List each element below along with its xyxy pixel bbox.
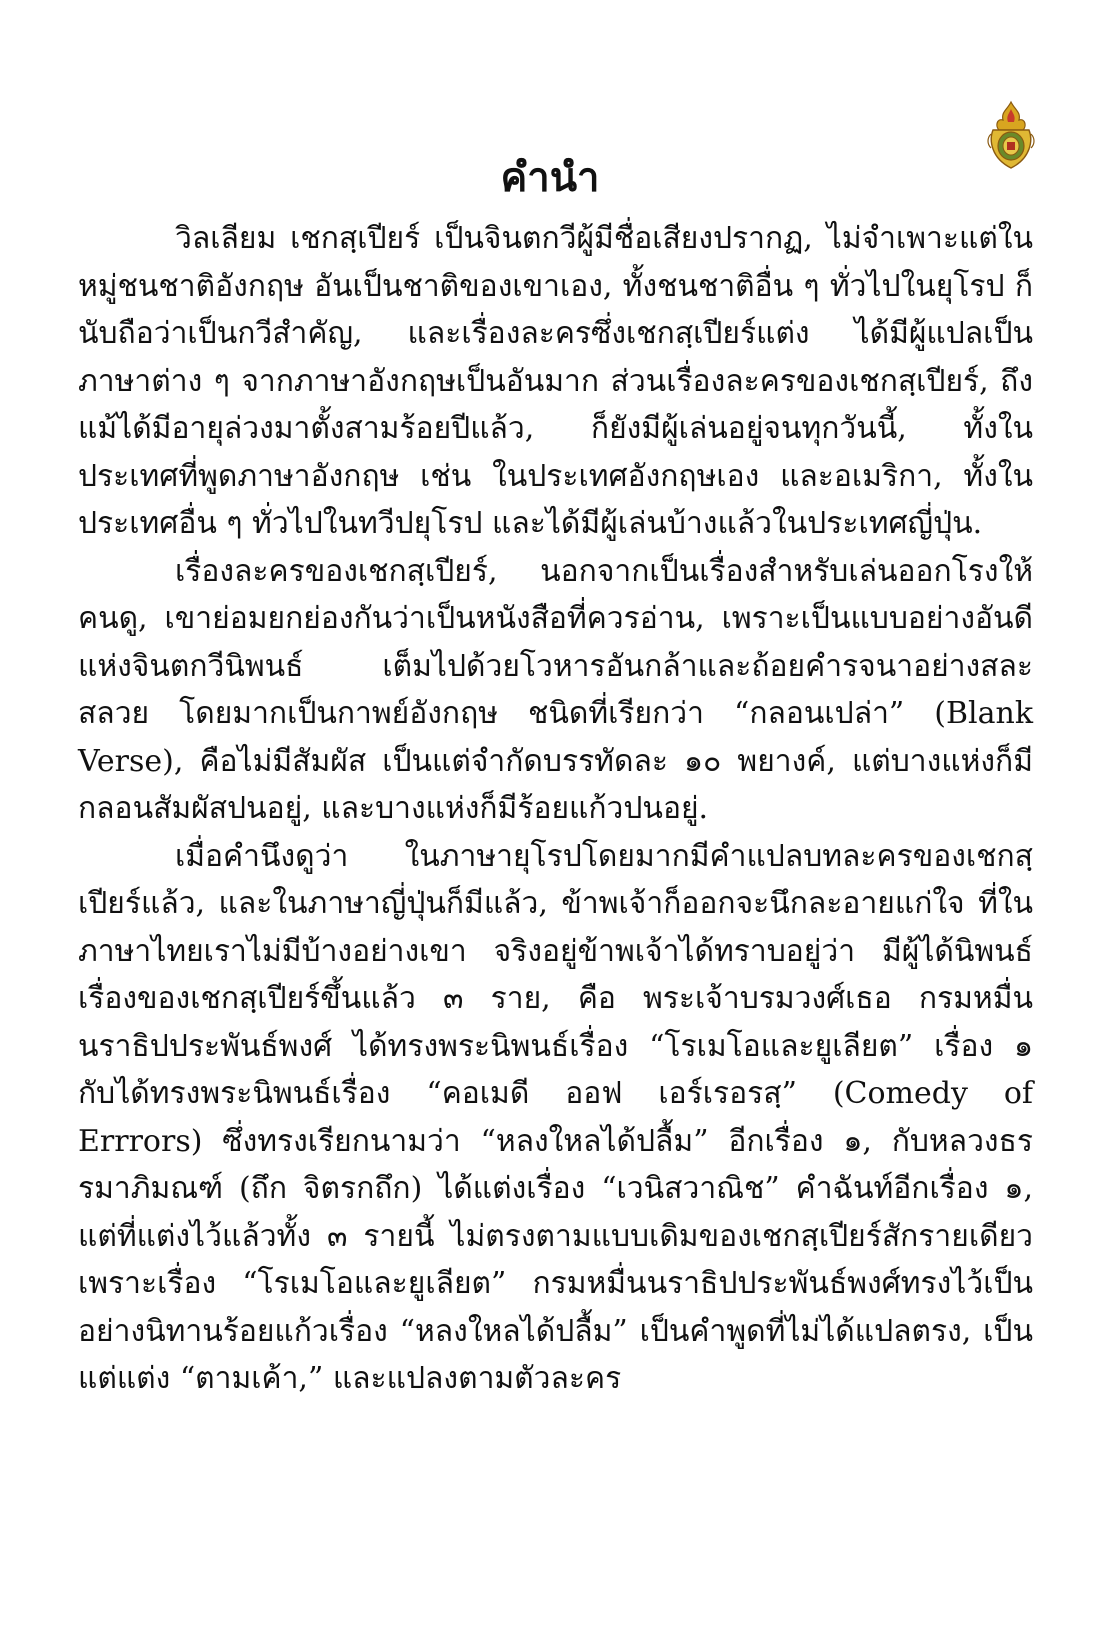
- paragraph-1: วิลเลียม เชกสฺเปียร์ เป็นจินตกวีผู้มีชื่อเสียงปรากฏ, ไม่จำเพาะแต่ในหมู่ชนชาติอังกฤษ อันเป็นชาติของเขาเอง, ทั้งชนชาติอื่น ๆ ทั่วไปในยุโรป ก็นับถือว่าเป็นกวีสำคัญ, และเรื่องละครซึ่งเชกสฺเปียร์แต่ง ได้มีผู้แปลเป็นภาษาต่าง ๆ จากภาษาอังกฤษเป็นอันมาก ส่วนเรื่องละครของเชกสฺเปียร์, ถึงแม้ได้มีอายุล่วงมาตั้งสามร้อยปีแล้ว, ก็ยังมีผู้เล่นอยู่จนทุกวันนี้, ทั้งในประเทศที่พูดภาษาอังกฤษ เช่น ในประเทศอังกฤษเอง และอเมริกา, ทั้งในประเทศอื่น ๆ ทั่วไปในทวีปยุโรป และได้มีผู้เล่นบ้างแล้วในประเทศญี่ปุ่น.: [78, 221, 1033, 541]
- document-body: [78, 215, 1033, 1403]
- paragraph-2: เรื่องละครของเชกสฺเปียร์, นอกจากเป็นเรื่องสำหรับเล่นออกโรงให้คนดู, เขาย่อมยกย่องกันว่าเป็นหนังสือที่ควรอ่าน, เพราะเป็นแบบอย่างอันดีแห่งจินตกวีนิพนธ์ เต็มไปด้วยโวหารอันกล้าและถ้อยคำรจนาอย่างสละสลวย โดยมากเป็นกาพย์อังกฤษ ชนิดที่เรียกว่า “กลอนเปล่า” (Blank Verse), คือไม่มีสัมผัส เป็นแต่จำกัดบรรทัดละ ๑๐ พยางค์, แต่บางแห่งก็มีกลอนสัมผัสปนอยู่, และบางแห่งก็มีร้อยแก้วปนอยู่.: [78, 553, 1033, 826]
- page-title: คำนำ: [500, 154, 600, 201]
- paragraph-3: เมื่อคำนึงดูว่า ในภาษายุโรปโดยมากมีคำแปลบทละครของเชกสฺเปียร์แล้ว, และในภาษาญี่ปุ่นก็มีแล้ว, ข้าพเจ้าก็ออกจะนึกละอายแก่ใจ ที่ในภาษาไทยเราไม่มีบ้างอย่างเขา จริงอยู่ข้าพเจ้าได้ทราบอยู่ว่า มีผู้ได้นิพนธ์เรื่องของเชกสฺเปียร์ขึ้นแล้ว ๓ ราย, คือ พระเจ้าบรมวงศ์เธอ กรมหมื่นนราธิปประพันธ์พงศ์ ได้ทรงพระนิพนธ์เรื่อง “โรเมโอและยูเลียต” เรื่อง ๑ กับได้ทรงพระนิพนธ์เรื่อง “คอเมดี ออฟ เอร์เรอรสฺ” (Comedy of Errrors) ซึ่งทรงเรียกนามว่า “หลงใหลได้ปลื้ม” อีกเรื่อง ๑, กับหลวงธรรมาภิมณฑ์ (ถึก จิตรกถึก) ได้แต่งเรื่อง “เวนิสวาณิช” คำฉันท์อีกเรื่อง ๑, แต่ที่แต่งไว้แล้วทั้ง ๓ รายนี้ ไม่ตรงตามแบบเดิมของเชกสฺเปียร์สักรายเดียว เพราะเรื่อง “โรเมโอและยูเลียต” กรมหมื่นนราธิปประพันธ์พงศ์ทรงไว้เป็นอย่างนิทานร้อยแก้วเรื่อง “หลงใหลได้ปลื้ม” เป็นคำพูดที่ไม่ได้แปลตรง, เป็นแต่แต่ง “ตามเค้า,” และแปลงตามตัวละคร: [78, 838, 1033, 1396]
